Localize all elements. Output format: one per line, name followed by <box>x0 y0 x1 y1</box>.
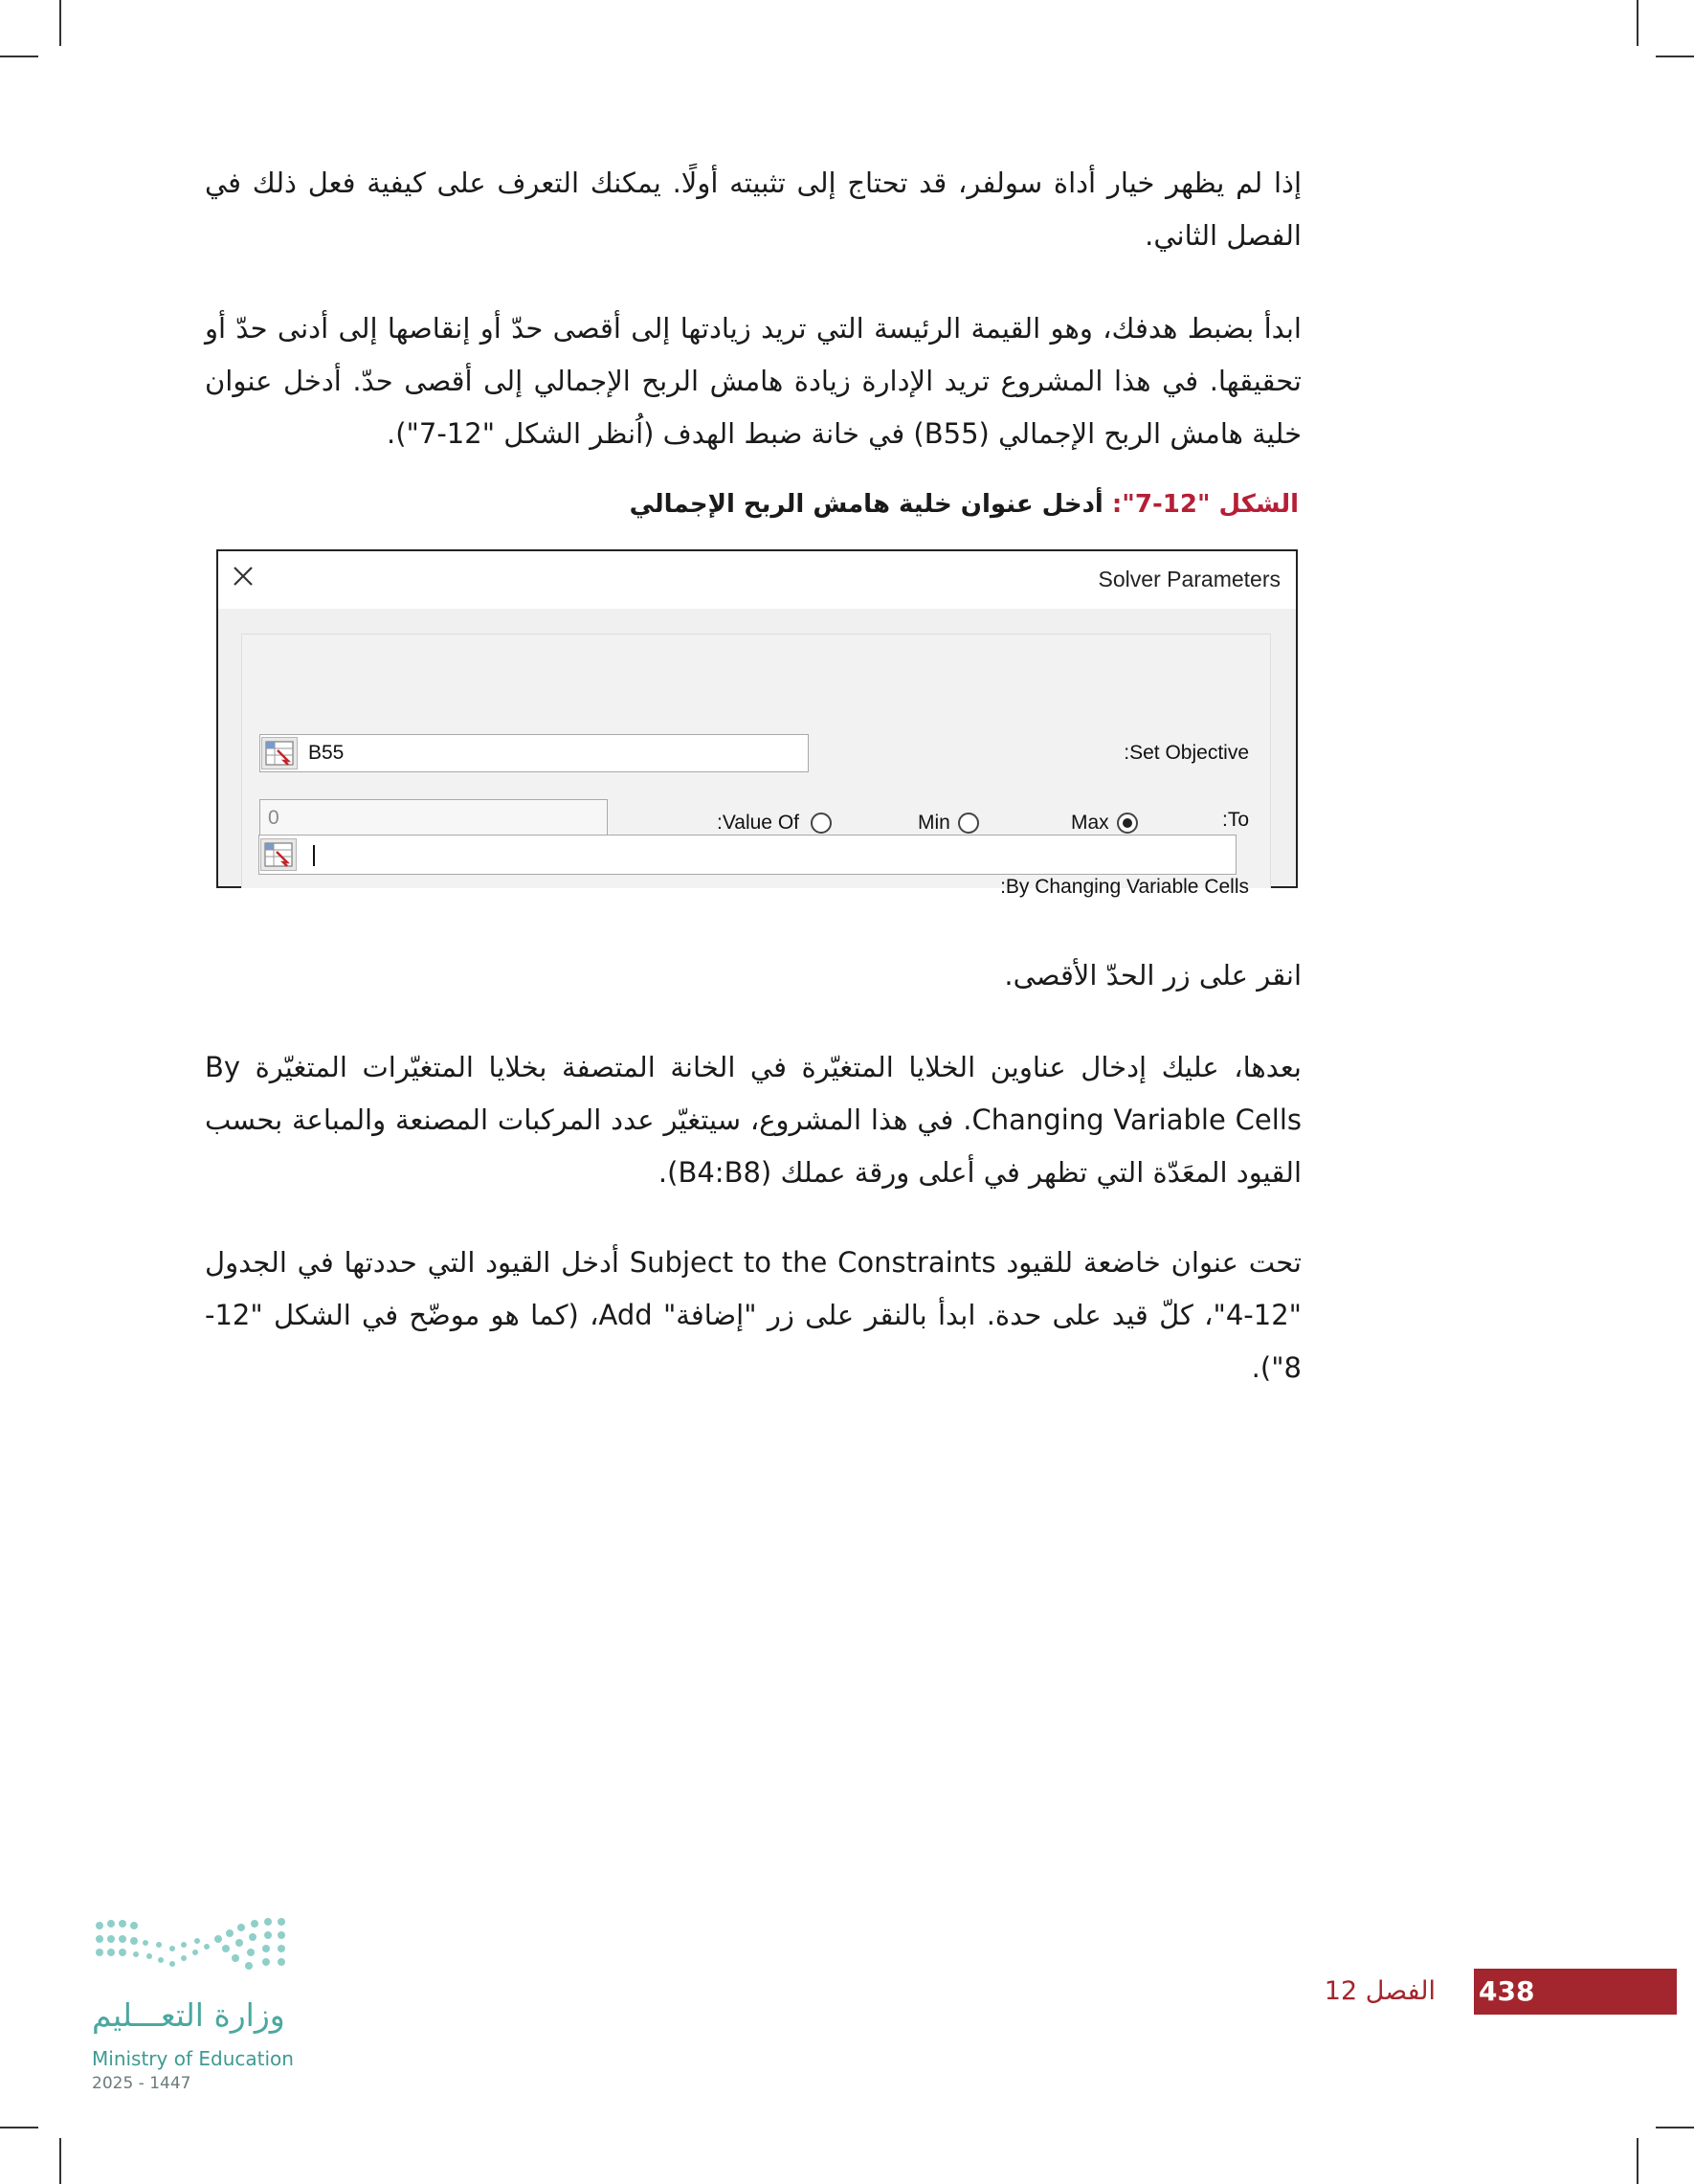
crop-mark <box>0 56 38 57</box>
dialog-title: Solver Parameters <box>1098 567 1281 591</box>
paragraph-constraints: تحت عنوان خاضعة للقيود Subject to the Constraints أدخل القيود التي حددتها في الجدول "12-4"، كلّ قيد على حدة. ابدأ بالنقر على زر "إضافة" Add، (كما هو موضّح في الشكل "12-8"). <box>205 1246 1303 1384</box>
max-label: Max <box>1071 812 1109 834</box>
changing-cells-input[interactable] <box>258 835 1237 875</box>
value-of-label: :Value Of <box>717 812 799 834</box>
collapse-dialog-button-2[interactable] <box>260 838 297 871</box>
crop-mark <box>59 0 61 46</box>
paragraph-changing-cells: بعدها، عليك إدخال عناوين الخلايا المتغيّرة في الخانة المتصفة بخلايا المتغيّرات المتغيّرة By Changing Variable Cells. في هذا المشروع، سيتغيّر عدد المركبات المصنعة والمباعة بحسب القيود المعَدّة التي تظهر في أعلى ورقة عملك (B4:B8). <box>205 1051 1302 1189</box>
dialog-titlebar <box>218 551 1296 609</box>
min-label: Min <box>918 812 950 834</box>
crop-mark <box>1637 2138 1638 2184</box>
close-button[interactable] <box>226 559 260 593</box>
ministry-name-english: Ministry of Education <box>92 2047 294 2070</box>
paragraph-click-max: انقر على زر الحدّ الأقصى. <box>1004 959 1302 992</box>
crop-mark <box>0 2127 38 2128</box>
ministry-name-arabic: وزارة التعـــليم <box>92 1996 285 2034</box>
value-of-value: 0 <box>268 807 279 829</box>
objective-value: B55 <box>308 742 345 764</box>
crop-mark <box>1637 0 1638 46</box>
set-objective-input[interactable] <box>259 734 809 772</box>
ministry-year: 2025 - 1447 <box>92 2074 191 2093</box>
page-number: 438 <box>1479 1975 1535 2007</box>
min-radio[interactable] <box>958 813 979 834</box>
value-of-input[interactable] <box>259 799 608 837</box>
figure-label: الشكل "12-7": <box>1111 490 1299 519</box>
text-caret <box>307 844 315 867</box>
value-of-radio[interactable] <box>811 813 832 834</box>
paragraph-set-objective: ابدأ بضبط هدفك، وهو القيمة الرئيسة التي تريد زيادتها إلى أقصى حدّ أو إنقاصها إلى أدنى حدّ أو تحقيقها. في هذا المشروع تريد الإدارة زيادة هامش الربح الإجمالي إلى أقصى حدّ. أدخل عنوان خلية هامش الربح الإجمالي (B55) في خانة ضبط الهدف (اُنظر الشكل "12-7"). <box>205 312 1302 450</box>
close-icon <box>231 564 256 589</box>
range-select-icon <box>265 741 294 766</box>
paragraph-solver-install: إذا لم يظهر خيار أداة سولفر، قد تحتاج إلى تثبيته أولًا. يمكنك التعرف على كيفية فعل ذلك في الفصل الثاني. <box>205 167 1302 252</box>
crop-mark <box>59 2138 61 2184</box>
to-label: :To <box>1221 809 1249 831</box>
figure-title: أدخل عنوان خلية هامش الربح الإجمالي <box>629 490 1103 519</box>
figure-caption <box>630 490 1299 519</box>
changing-cells-label: :By Changing Variable Cells <box>1000 876 1249 898</box>
max-radio[interactable] <box>1117 813 1138 834</box>
solver-parameters-dialog <box>216 549 1298 898</box>
set-objective-label: :Set Objective <box>1124 742 1249 764</box>
chapter-label: الفصل 12 <box>1324 1976 1436 2006</box>
collapse-dialog-button[interactable] <box>261 737 298 769</box>
crop-mark <box>1656 56 1694 57</box>
range-select-icon <box>264 842 293 867</box>
crop-mark <box>1656 2127 1694 2128</box>
